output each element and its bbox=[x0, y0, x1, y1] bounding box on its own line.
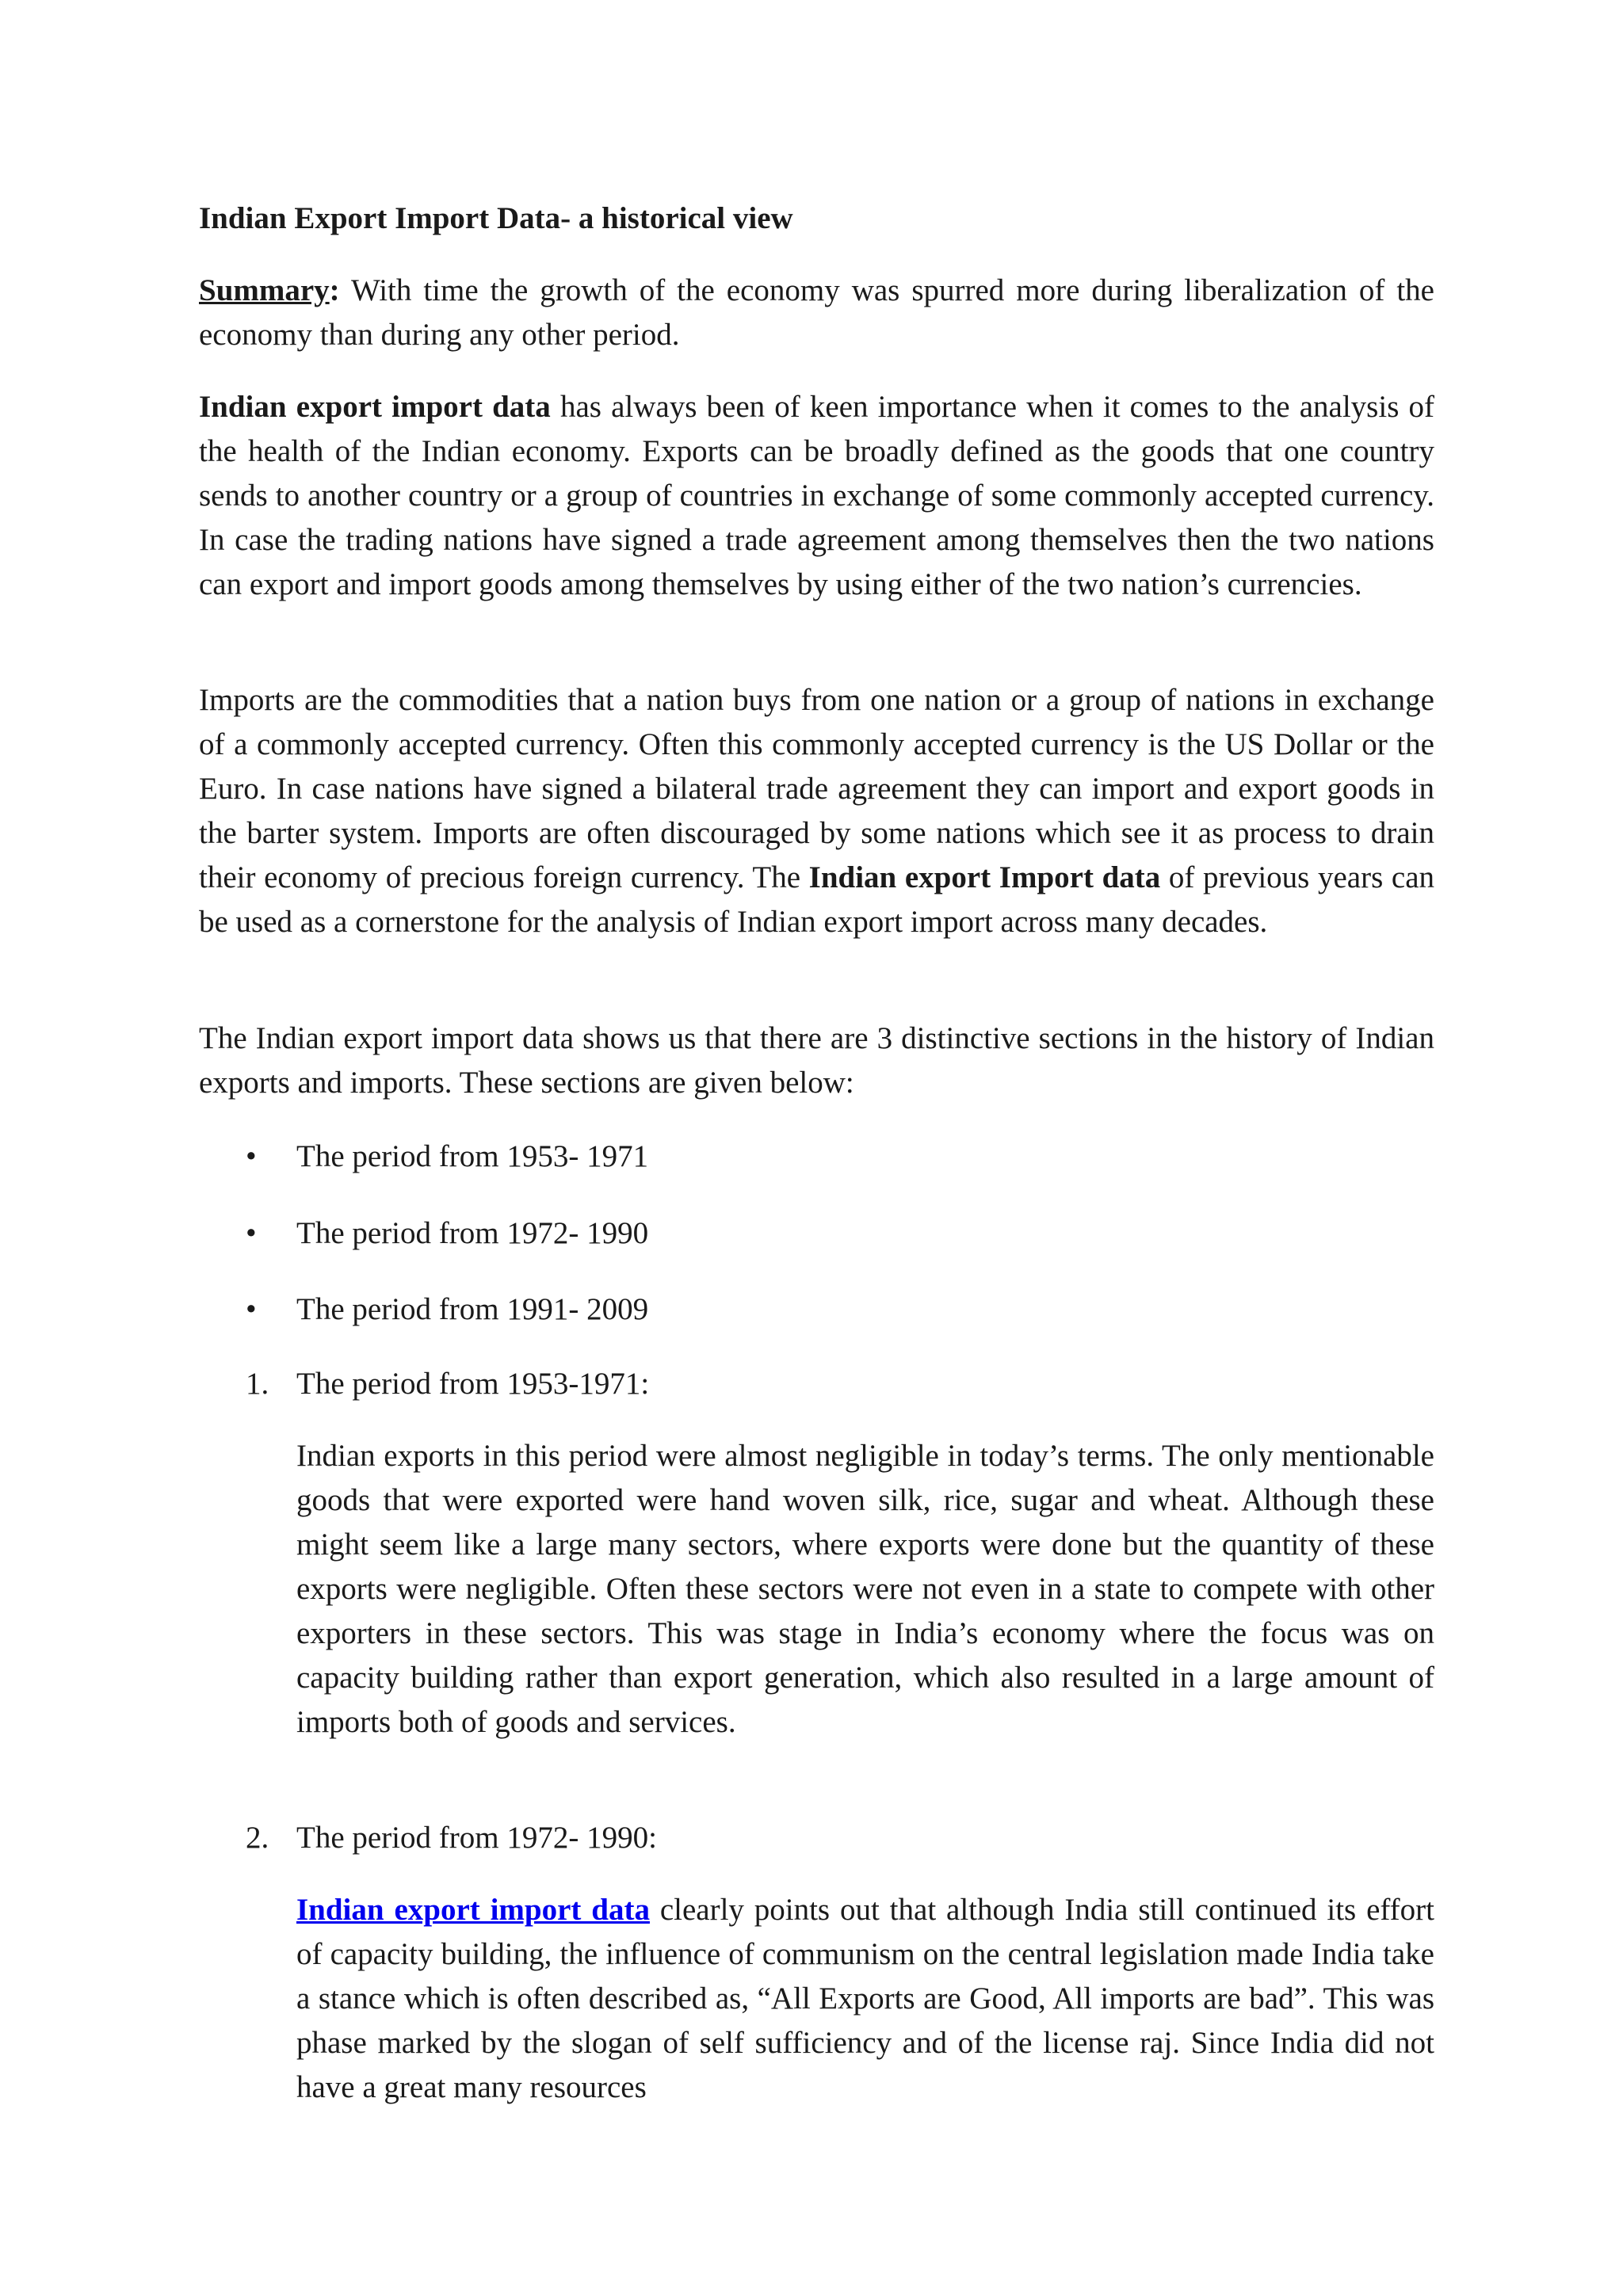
list-item-text: The period from 1991- 2009 bbox=[296, 1292, 649, 1326]
summary-text: With time the growth of the economy was spurred more during liberalization of the economy than during any other period. bbox=[199, 273, 1434, 352]
section-1-paragraph: Indian exports in this period were almost negligible in today’s terms. The only mentionable goods that were exported were hand woven silk, rice, sugar and wheat. Although these might seem like a large many sectors, where exports were done but the quantity of these exports were negligible. Often these sectors were not even in a state to compete with other exporters in these sectors. This was stage in India’s economy where the focus was on capacity building rather than export generation, which also resulted in a large amount of imports both of goods and services. bbox=[296, 1439, 1434, 1739]
list-item-text: The period from 1953- 1971 bbox=[296, 1139, 649, 1173]
summary-paragraph bbox=[199, 269, 1434, 357]
section-number: 1. bbox=[246, 1367, 269, 1401]
section-heading-text: The period from 1972- 1990: bbox=[296, 1821, 657, 1855]
paragraph-text: of previous years can be used as a cornerstone for the analysis of Indian export import across many decades. bbox=[199, 860, 1435, 939]
bold-term: Indian export import data bbox=[199, 390, 551, 424]
summary-colon: : bbox=[329, 273, 340, 307]
section-heading-text: The period from 1953-1971: bbox=[296, 1367, 650, 1401]
paragraph-sections: The Indian export import data shows us that there are 3 distinctive sections in the history of Indian exports and imports. These sections are given below: bbox=[199, 1021, 1434, 1100]
indian-export-import-data-link[interactable]: Indian export import data bbox=[296, 1893, 650, 1927]
summary-label: Summary bbox=[199, 273, 330, 307]
bullet-icon: • bbox=[246, 1292, 257, 1326]
paragraph-imports bbox=[199, 678, 1434, 944]
bullet-icon: • bbox=[246, 1216, 257, 1250]
document-title: Indian Export Import Data- a historical view bbox=[199, 201, 793, 235]
paragraph-text: clearly points out that although India still continued its effort of capacity building, the influence of communism on the central legislation made India take a stance which is often described as, “All Exports are Good, All imports are bad”. This was phase marked by the slogan of self sufficiency and of the license raj. Since India did not have a great many resources bbox=[296, 1893, 1434, 2104]
section-2-paragraph bbox=[296, 1888, 1434, 2110]
list-item-text: The period from 1972- 1990 bbox=[296, 1216, 649, 1250]
paragraph-text: Imports are the commodities that a nation buys from one nation or a group of nations in exchange of a commonly accepted currency. Often this commonly accepted currency is the US Dollar or the Euro. In case nations have signed a bilateral trade agreement they can import and export goods in the barter system. Imports are often discouraged by some nations which see it as process to drain their economy of precious foreign currency. The bbox=[199, 683, 1434, 894]
bullet-icon: • bbox=[246, 1139, 257, 1173]
paragraph-intro bbox=[199, 385, 1434, 607]
section-number: 2. bbox=[246, 1821, 269, 1855]
bold-term: Indian export Import data bbox=[808, 860, 1161, 894]
paragraph-text: has always been of keen importance when it comes to the analysis of the health of the Indian economy. Exports can be broadly defined as the goods that one country sends to another country or a group of countries in exchange of some commonly accepted currency. In case the trading nations have signed a trade agreement among themselves then the two nations can export and import goods among themselves by using either of the two nation’s currencies. bbox=[199, 390, 1435, 601]
